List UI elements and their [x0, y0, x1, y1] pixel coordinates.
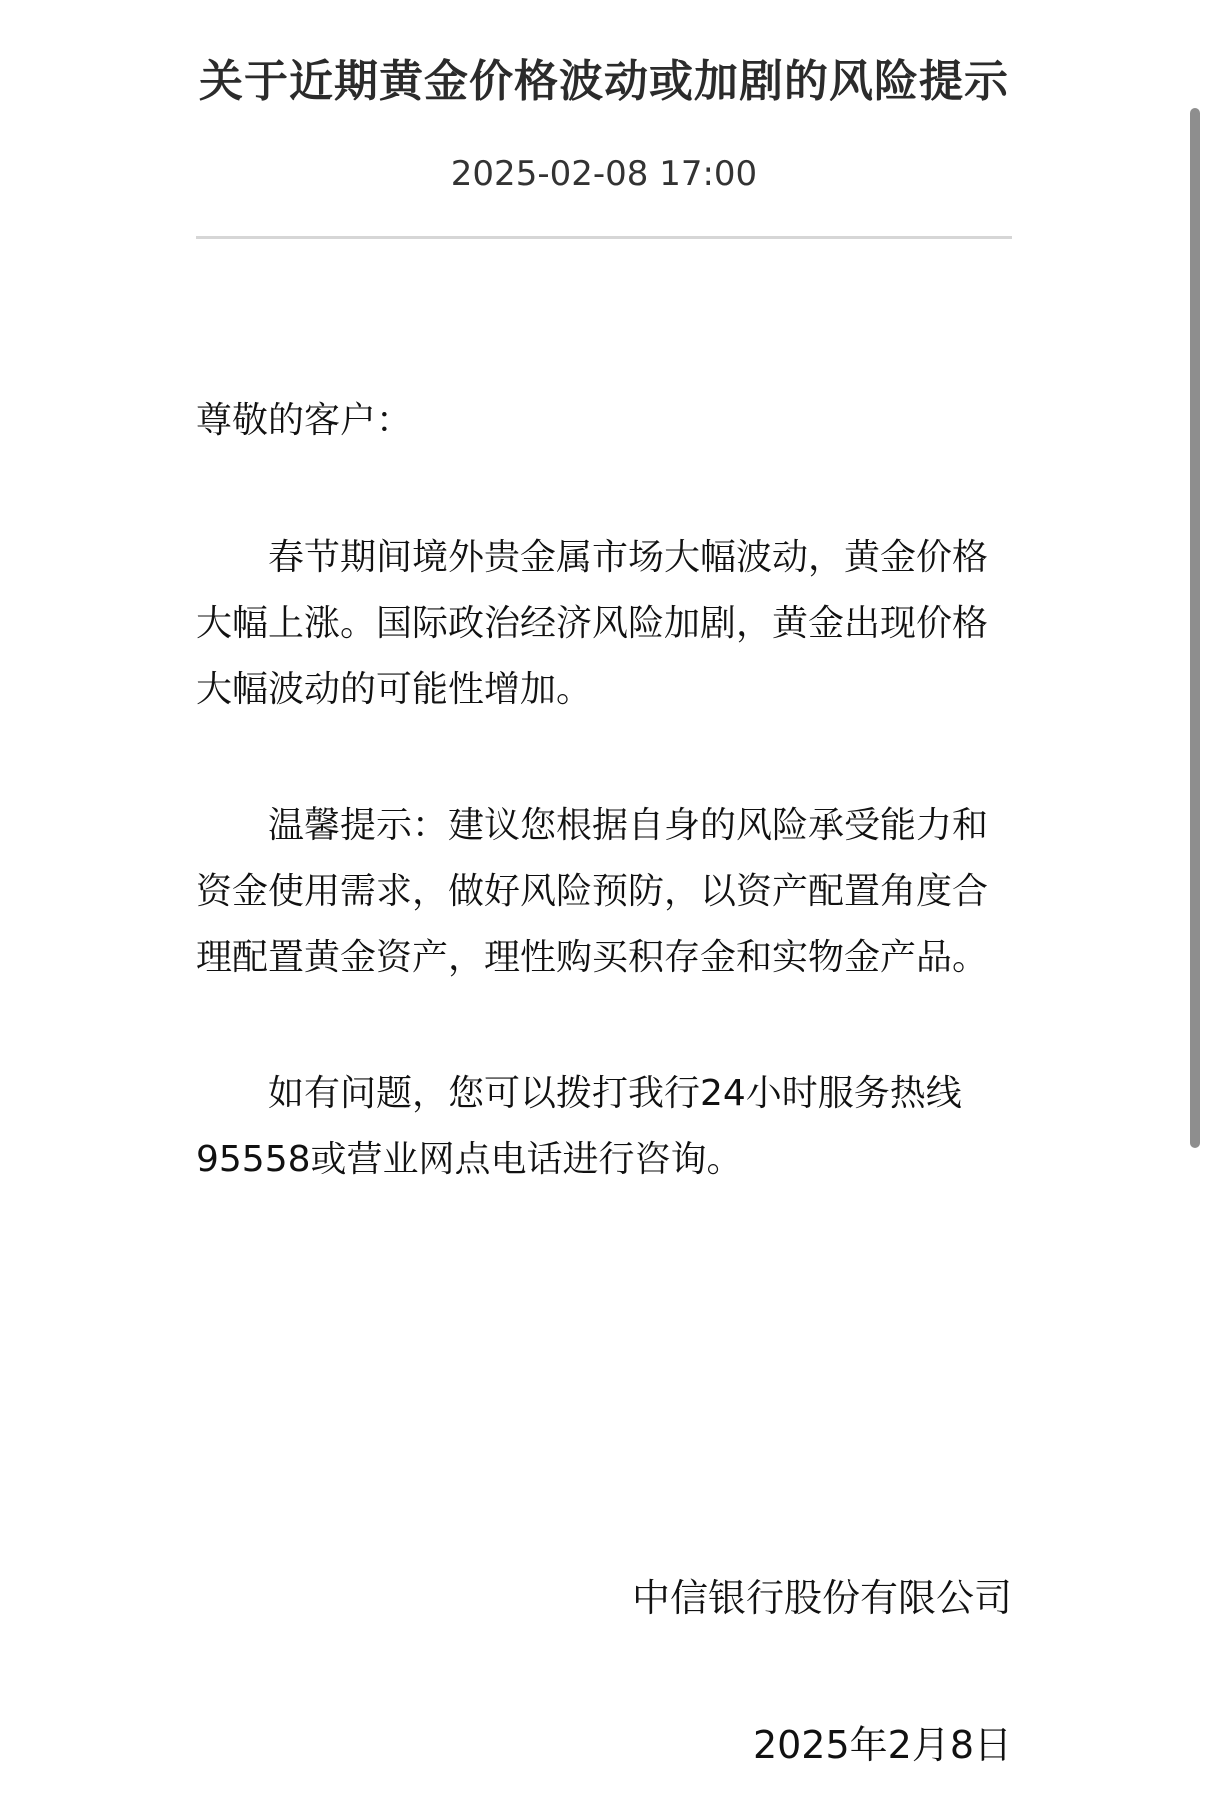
paragraph-market-volatility: 春节期间境外贵金属市场大幅波动，黄金价格大幅上涨。国际政治经济风险加剧，黄金出现价格大幅波动的可能性增加。 — [196, 537, 989, 710]
article — [196, 40, 1012, 1193]
title-divider — [196, 236, 1012, 239]
paragraph-warm-tips: 温馨提示：建议您根据自身的风险承受能力和资金使用需求，做好风险预防，以资产配置角度合理配置黄金资产，理性购买积存金和实物金产品。 — [196, 805, 989, 978]
publish-date: 2025-02-08 17:00 — [450, 154, 758, 194]
scrollbar-thumb[interactable] — [1190, 108, 1200, 1148]
signature-company: 中信银行股份有限公司 — [631, 1576, 1012, 1620]
signature-date: 2025年2月8日 — [752, 1723, 1012, 1767]
paragraph-contact-info: 如有问题，您可以拨打我行24小时服务热线95558或营业网点电话进行咨询。 — [196, 1073, 962, 1180]
article-title: 关于近期黄金价格波动或加剧的风险提示 — [199, 56, 1009, 107]
scrollbar[interactable] — [1186, 0, 1206, 1806]
greeting: 尊敬的客户： — [196, 400, 413, 441]
